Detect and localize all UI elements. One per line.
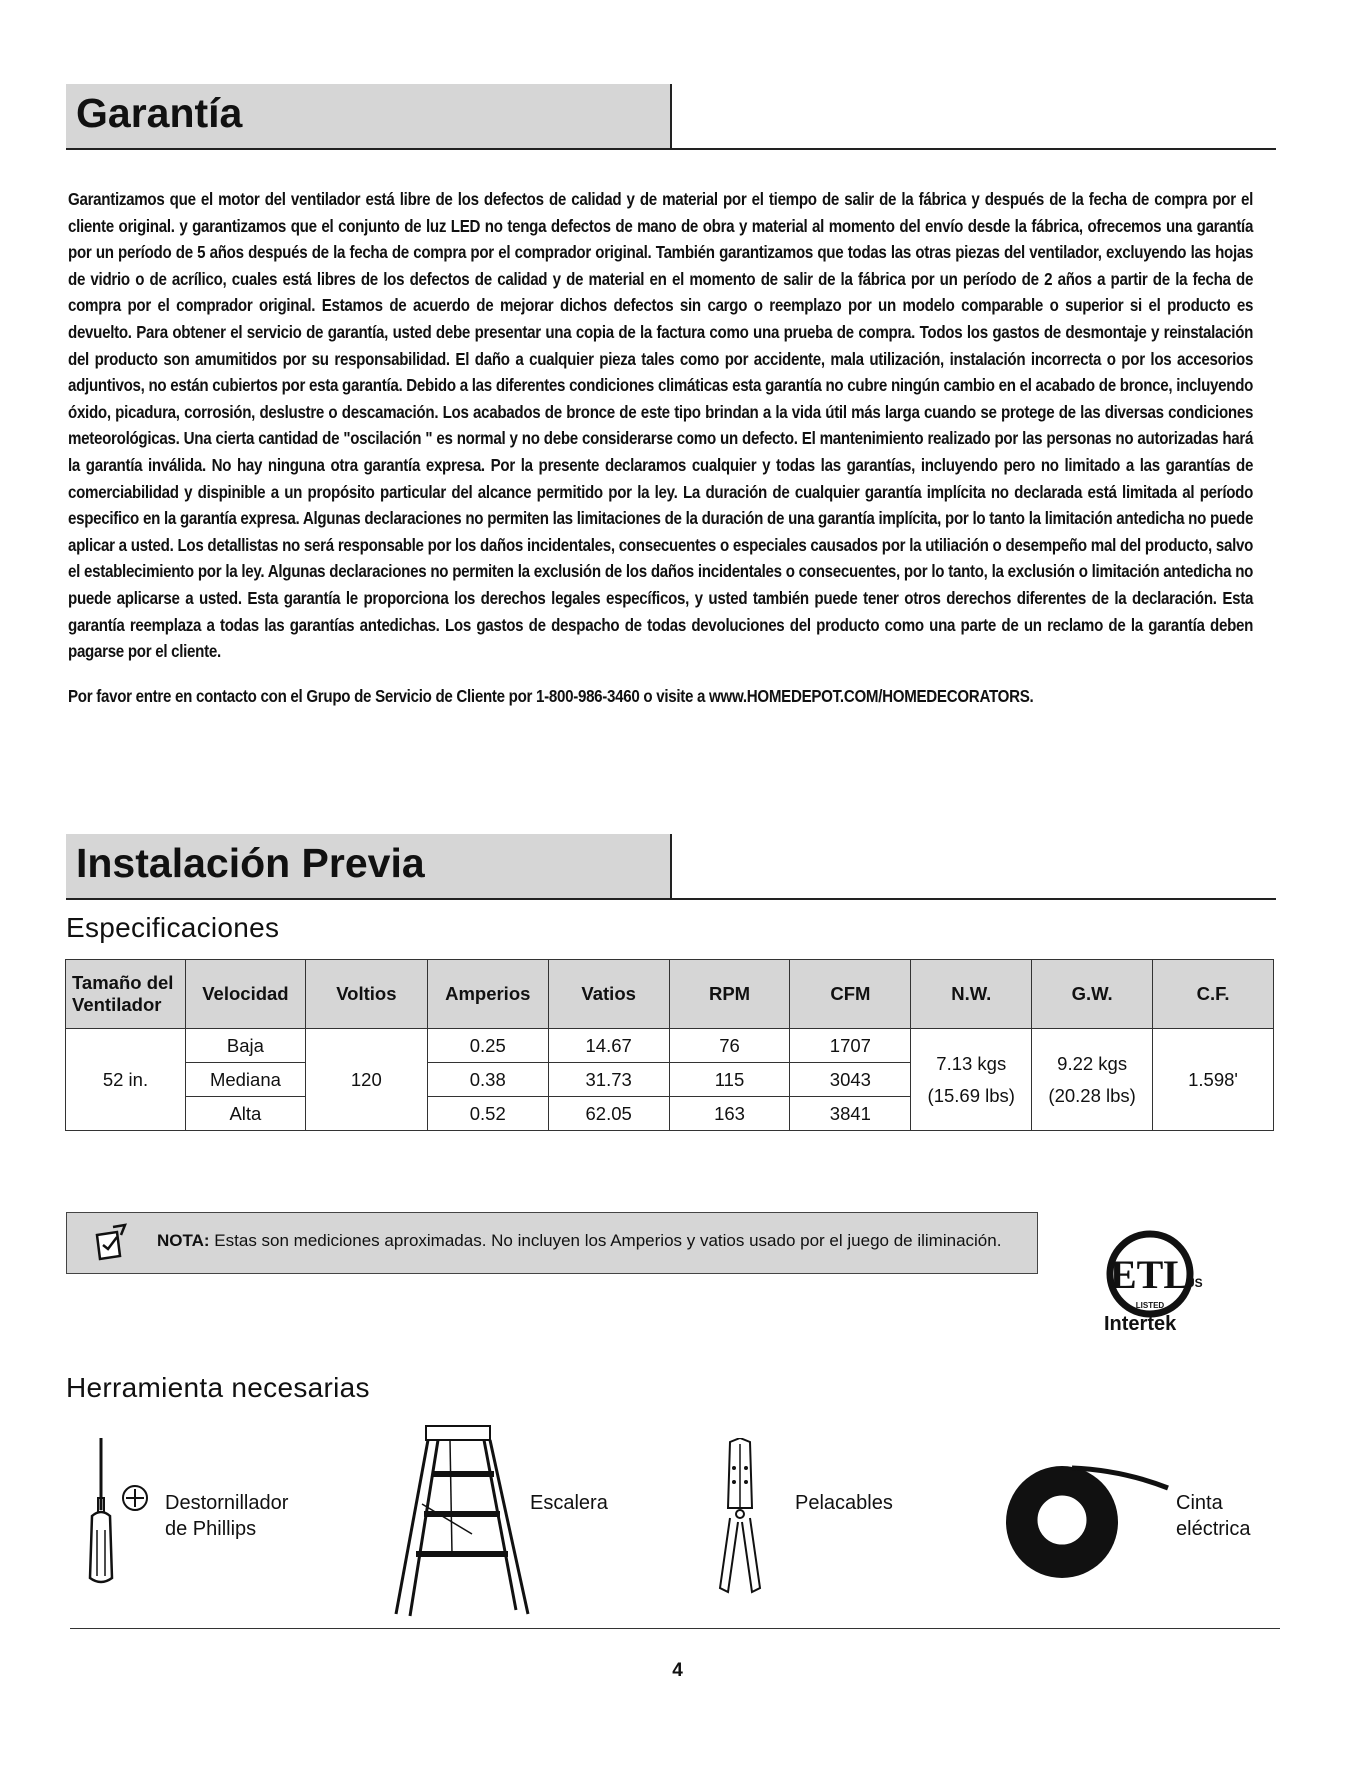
header-speed: Velocidad [185, 960, 305, 1029]
tool-label-line1: Cinta [1176, 1492, 1223, 1514]
phillips-screwdriver-icon [86, 1438, 116, 1586]
cell-gw [1032, 1029, 1153, 1131]
etl-us-mark: US [1186, 1276, 1203, 1290]
cell-cf: 1.598' [1153, 1029, 1274, 1131]
cell-rpm: 163 [669, 1097, 790, 1131]
preinstall-title: Instalación Previa [76, 840, 425, 886]
cell-speed: Baja [185, 1029, 305, 1063]
nw-kg: 7.13 kgs [936, 1052, 1007, 1074]
preinstall-section-header [66, 834, 1276, 898]
cell-rpm: 115 [669, 1063, 790, 1097]
header-gw: G.W. [1032, 960, 1153, 1029]
warranty-title: Garantía [76, 90, 243, 136]
tool-label-wire-stripper [795, 1490, 893, 1516]
cell-rpm: 76 [669, 1029, 790, 1063]
gw-kg: 9.22 kgs [1057, 1052, 1128, 1074]
cell-amps: 0.52 [427, 1097, 548, 1131]
tools-title: Herramienta necesarias [66, 1372, 370, 1403]
header-amps: Amperios [427, 960, 548, 1029]
header-volts: Voltios [305, 960, 427, 1029]
note-box [66, 1212, 1038, 1274]
cell-watts: 62.05 [548, 1097, 669, 1131]
wire-stripper-icon [712, 1438, 768, 1596]
specs-table [65, 959, 1274, 1131]
specs-title: Especificaciones [66, 912, 280, 943]
note-text [157, 1231, 1001, 1251]
intertek-wordmark: Intertek [1104, 1313, 1177, 1335]
warranty-contact: Por favor entre en contacto con el Grupo de Servicio de Cliente por 1-800-986-3460 o visite a www.HOMEDEPOT.COM/HOMEDECORATORS. [68, 685, 1034, 706]
cell-amps: 0.38 [427, 1063, 548, 1097]
specs-header-row [66, 960, 1274, 1029]
cell-watts: 14.67 [548, 1029, 669, 1063]
tool-label-screwdriver [165, 1490, 288, 1542]
gw-lb: (20.28 lbs) [1048, 1084, 1136, 1106]
cell-nw [911, 1029, 1032, 1131]
note-body: Estas son mediciones aproximadas. No incluyen los Amperios y vatios usado por el juego de iliminación. [214, 1231, 1002, 1250]
cell-speed: Alta [185, 1097, 305, 1131]
nw-lb: (15.69 lbs) [927, 1084, 1015, 1106]
header-rpm: RPM [669, 960, 790, 1029]
warranty-section-header [66, 84, 1276, 148]
note-label: NOTA: [157, 1231, 210, 1250]
header-cf: C.F. [1153, 960, 1274, 1029]
warranty-text-block [68, 186, 1254, 709]
note-pencil-icon [91, 1223, 131, 1263]
header-watts: Vatios [548, 960, 669, 1029]
tool-label-line2: de Phillips [165, 1518, 257, 1540]
cell-volts: 120 [305, 1029, 427, 1131]
cell-amps: 0.25 [427, 1029, 548, 1063]
tool-label-ladder [530, 1490, 608, 1516]
tool-label-tape [1176, 1490, 1250, 1542]
header-nw: N.W. [911, 960, 1032, 1029]
cell-watts: 31.73 [548, 1063, 669, 1097]
cell-fan-size: 52 in. [66, 1029, 186, 1131]
cell-cfm: 1707 [790, 1029, 911, 1063]
svg-text:ETL: ETL [1109, 1252, 1191, 1297]
cell-speed: Mediana [185, 1063, 305, 1097]
table-row [66, 1029, 1274, 1063]
svg-text:LISTED: LISTED [1135, 1301, 1165, 1310]
tool-label-line1: Destornillador [165, 1492, 289, 1514]
header-cfm: CFM [790, 960, 911, 1029]
ladder-icon [392, 1424, 534, 1620]
header-fan-size: Tamaño del Ventilador [66, 960, 186, 1029]
cell-cfm: 3043 [790, 1063, 911, 1097]
warranty-body: Garantizamos que el motor del ventilador está libre de los defectos de calidad y de material por el tiempo de salir de la fábrica y después de la fecha de compra por el cliente original. y garantizamos que el conjunto de luz LED no tenga defectos de mano de obra y material al momento del envío desde la fábrica, ofrecemos una garantía por un período de 5 años después de la fecha de compra por el comprador original. También garantizamos que todas las otras piezas del ventilador, excluyendo las hojas de vidrio o de acrílico, cuales está libres de los defectos de calidad y de material en el momento de salir de la fábrica por un período de 2 años a partir de la fecha de compra por el comprador original. Estamos de acuerdo de mejorar dichos defectos sin cargo o reemplazo por un modelo comparable o superior si el producto es devuelto. Para obtener el servicio de garantía, usted debe presentar una copia de la factura como una prueba de compra. Todos los gastos de desmontaje y reinstalación del producto son amumitidos por su responsabilidad. El daño a cualquier pieza tales como por accidente, mala utilización, instalación incorrecta o por los accesorios adjuntivos, no están cubiertos por esta garantía. Debido a las diferentes condiciones climáticas esta garantía no cubre ningún cambio en el acabado de bronce, incluyendo óxido, picadura, corrosión, deslustre o descamación. Los acabados de bronce de este tipo brindan a la vida útil más larga cuando se protege de las diversas condiciones meteorológicas. Una cierta cantidad de "oscilación " es normal y no debe considerarse como un defecto. El mantenimiento realizado por las personas no autorizadas hará la garantía inválida. No hay ninguna otra garantía expresa. Por la presente declaramos cualquier y todas las garantías, incluyendo pero no limitado a las garantías de comerciabilidad y dispinible a un propósito particular del alcance permitido por la ley. La duración de cualquier garantía implícita no declarada está limitada al período especifico en la garantía expresa. Algunas declaraciones no permiten las limitaciones de la duración de una garantía implícita, por lo tanto la limitación antedicha no puede aplicar a usted. Los detallistas no será responsable por los daños incidentales, consecuentes o especiales causados por la utiliación o desempeño mal del producto, salvo el establecimiento por la ley. Algunas declaraciones no permiten la exclusión de los daños incidentales o consecuentes, por lo tanto, la exclusión o limitación antedicha no puede aplicarse a usted. Esta garantía le proporciona los derechos legales específicos, y usted también puede tener otros derechos diferentes de la declaración. Esta garantía reemplaza a todas las garantías antedichas. Los gastos de despacho de todas devoluciones del producto como una parte de un reclamo de la garantía deben pagarse por el cliente. [68, 189, 1254, 662]
tool-label-line2: eléctrica [1176, 1518, 1251, 1540]
page-number: 4 [672, 1660, 683, 1681]
tool-label-line1: Pelacables [795, 1492, 893, 1514]
cell-cfm: 3841 [790, 1097, 911, 1131]
footer-rule [70, 1628, 1280, 1629]
electrical-tape-icon [1002, 1462, 1172, 1582]
tool-label-line1: Escalera [530, 1492, 608, 1514]
phillips-head-symbol-icon [121, 1484, 149, 1512]
